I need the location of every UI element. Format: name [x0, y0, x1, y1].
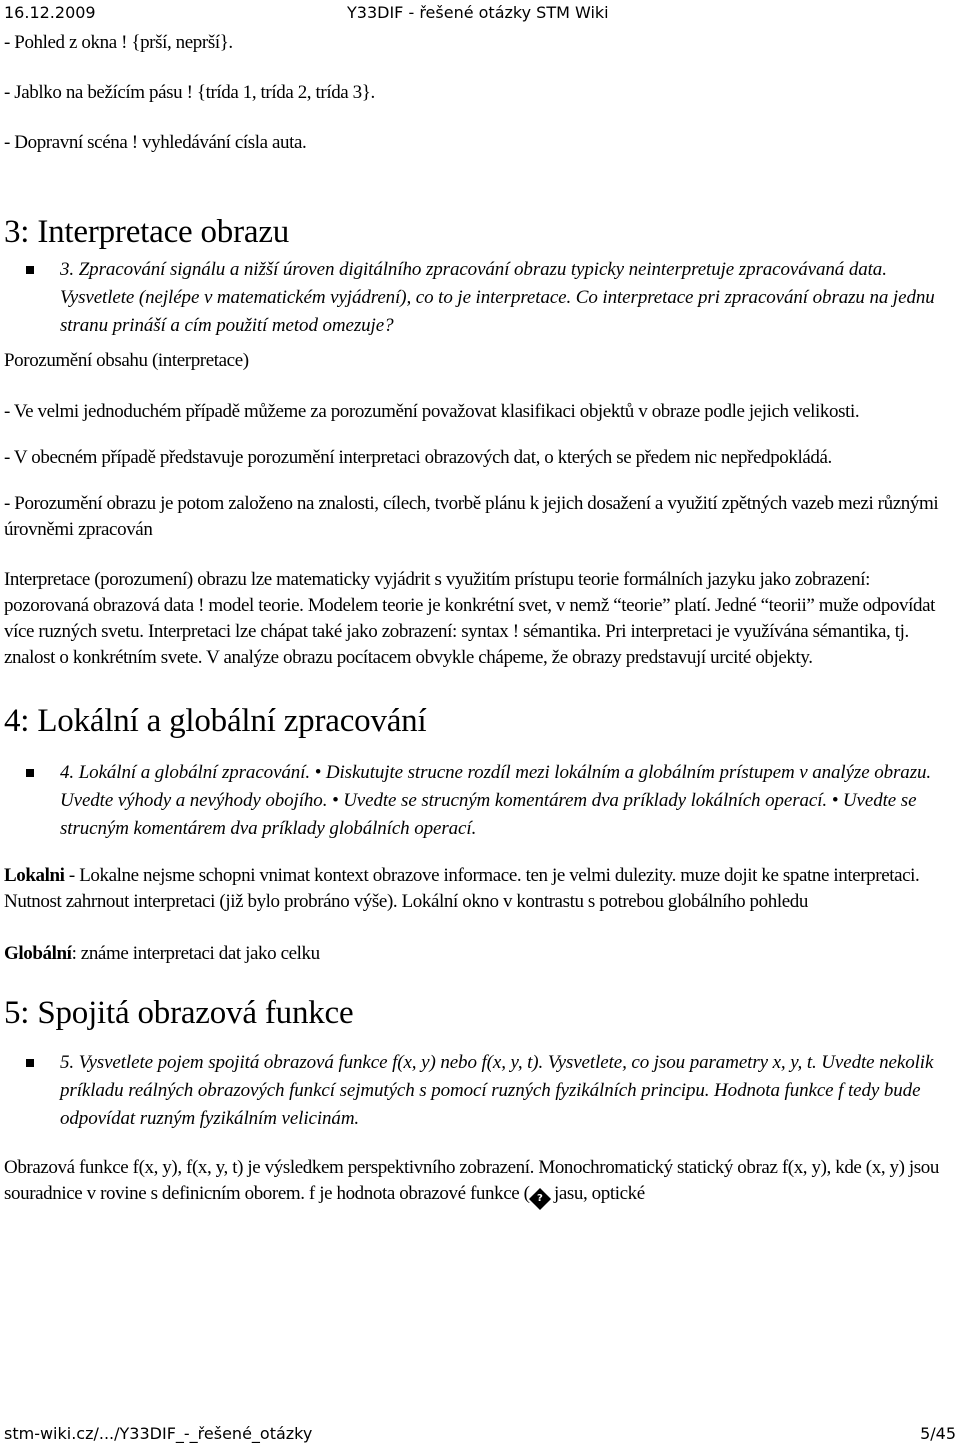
intro-line: - Jablko na bežícím pásu ! {trída 1, trída 2, trída 3}.	[4, 82, 375, 103]
paragraph: - Ve velmi jednoduchém případě můžeme za porozumění považovat klasifikaci objektů v obraze podle jejich velikosti.	[4, 401, 860, 422]
paragraph	[4, 863, 950, 915]
square-bullet-icon	[26, 769, 34, 777]
paragraph-text: jasu, optické	[549, 1183, 645, 1204]
replacement-character-icon	[529, 1188, 551, 1210]
question-item	[4, 759, 950, 843]
question-list-5	[4, 1049, 950, 1133]
question-list-3	[4, 256, 950, 340]
subheading: Porozumění obsahu (interpretace)	[4, 350, 249, 371]
question-text: 5. Vysvetlete pojem spojitá obrazová funkce f(x, y) nebo f(x, y, t). Vysvetlete, co jsou parametry x, y, t. Uvedte nekolik príkladu reálných obrazových funkcí sejmutých s pomocí ruzných fyzikálních principu. Hodnota funkce f tedy bude odpovídat ruzným fyzikálním velicinám.	[60, 1052, 934, 1129]
page-footer	[0, 1424, 960, 1445]
section-heading-3: 3: Interpretace obrazu	[4, 214, 290, 250]
paragraph-text: Obrazová funkce f(x, y), f(x, y, t) je výsledkem perspektivního zobrazení. Monochromatický statický obraz f(x, y), kde (x, y) jsou souradnice v rovine s definicním oborem. f je hodnota obrazové funkce (	[4, 1157, 939, 1204]
question-text: 4. Lokální a globální zpracování. • Diskutujte strucne rozdíl mezi lokálním a globálním prístupem v analýze obrazu. Uvedte výhody a nevýhody obojího. • Uvedte se strucným komentárem dva príklady lokálních operací. • Uvedte se strucným komentárem dva príklady globálních operací.	[60, 762, 932, 839]
term-label: Globální	[4, 943, 72, 964]
question-item	[4, 256, 950, 340]
term-label: Lokalni	[4, 865, 65, 886]
square-bullet-icon	[26, 266, 34, 274]
section-heading-4: 4: Lokální a globální zpracování	[4, 703, 427, 739]
paragraph	[4, 941, 950, 967]
paragraph: - Porozumění obrazu je potom založeno na znalosti, cílech, tvorbě plánu k jejich dosažení a využití zpětných vazeb mezi různými úrovněmi zpracován	[4, 493, 939, 540]
document-content	[4, 30, 950, 1209]
square-bullet-icon	[26, 1059, 34, 1067]
term-text: : známe interpretaci dat jako celku	[71, 943, 320, 964]
page-url: stm-wiki.cz/.../Y33DIF_-_řešené_otázky	[4, 1424, 313, 1443]
intro-line: - Pohled z okna ! {prší, neprší}.	[4, 32, 233, 53]
page-title: Y33DIF - řešené otázky STM Wiki	[347, 3, 609, 22]
intro-line: - Dopravní scéna ! vyhledávání císla auta.	[4, 132, 307, 153]
question-text: 3. Zpracování signálu a nižší úroven digitálního zpracování obrazu typicky neinterpretuje zpracovávaná data. Vysvetlete (nejlépe v matematickém vyjádrení), co to je interpretace. Co interpretace pri zpracování obrazu na jednu stranu prináší a cím použití metod omezuje?	[60, 259, 935, 336]
term-text: - Lokalne nejsme schopni vnimat kontext obrazove informace. ten je velmi dulezity. muze dojit ke spatne interpretaci. Nutnost zahrnout interpretaci (již bylo probráno výše). Lokální okno v kontrastu s potrebou globálního pohledu	[4, 865, 920, 912]
paragraph: - V obecném případě představuje porozumění interpretaci obrazových dat, o kterých se předem nic nepředpokládá.	[4, 447, 832, 468]
paragraph: Interpretace (porozumení) obrazu lze matematicky vyjádrit s využitím prístupu teorie formálních jazyku jako zobrazení: pozorovaná obrazová data ! model teorie. Modelem teorie je konkrétní svet, v nemž “teorie” platí. Jedné “teorii” muže odpovídat více ruzných svetu. Interpretaci lze chápat také jako zobrazení: syntax ! sémantika. Pri interpretaci je využívána sémantika, tj. znalost o konkrétním svete. V analýze obrazu pocítacem obvykle chápeme, že obrazy predstavují urcité objekty.	[4, 569, 936, 668]
page-number: 5/45	[920, 1424, 956, 1443]
print-date: 16.12.2009	[4, 3, 96, 22]
question-item	[4, 1049, 950, 1133]
question-list-4	[4, 759, 950, 843]
section-heading-5: 5: Spojitá obrazová funkce	[4, 995, 354, 1031]
paragraph	[4, 1155, 950, 1209]
replacement-glyph-text: ?	[536, 1192, 543, 1205]
page-header	[0, 0, 960, 26]
